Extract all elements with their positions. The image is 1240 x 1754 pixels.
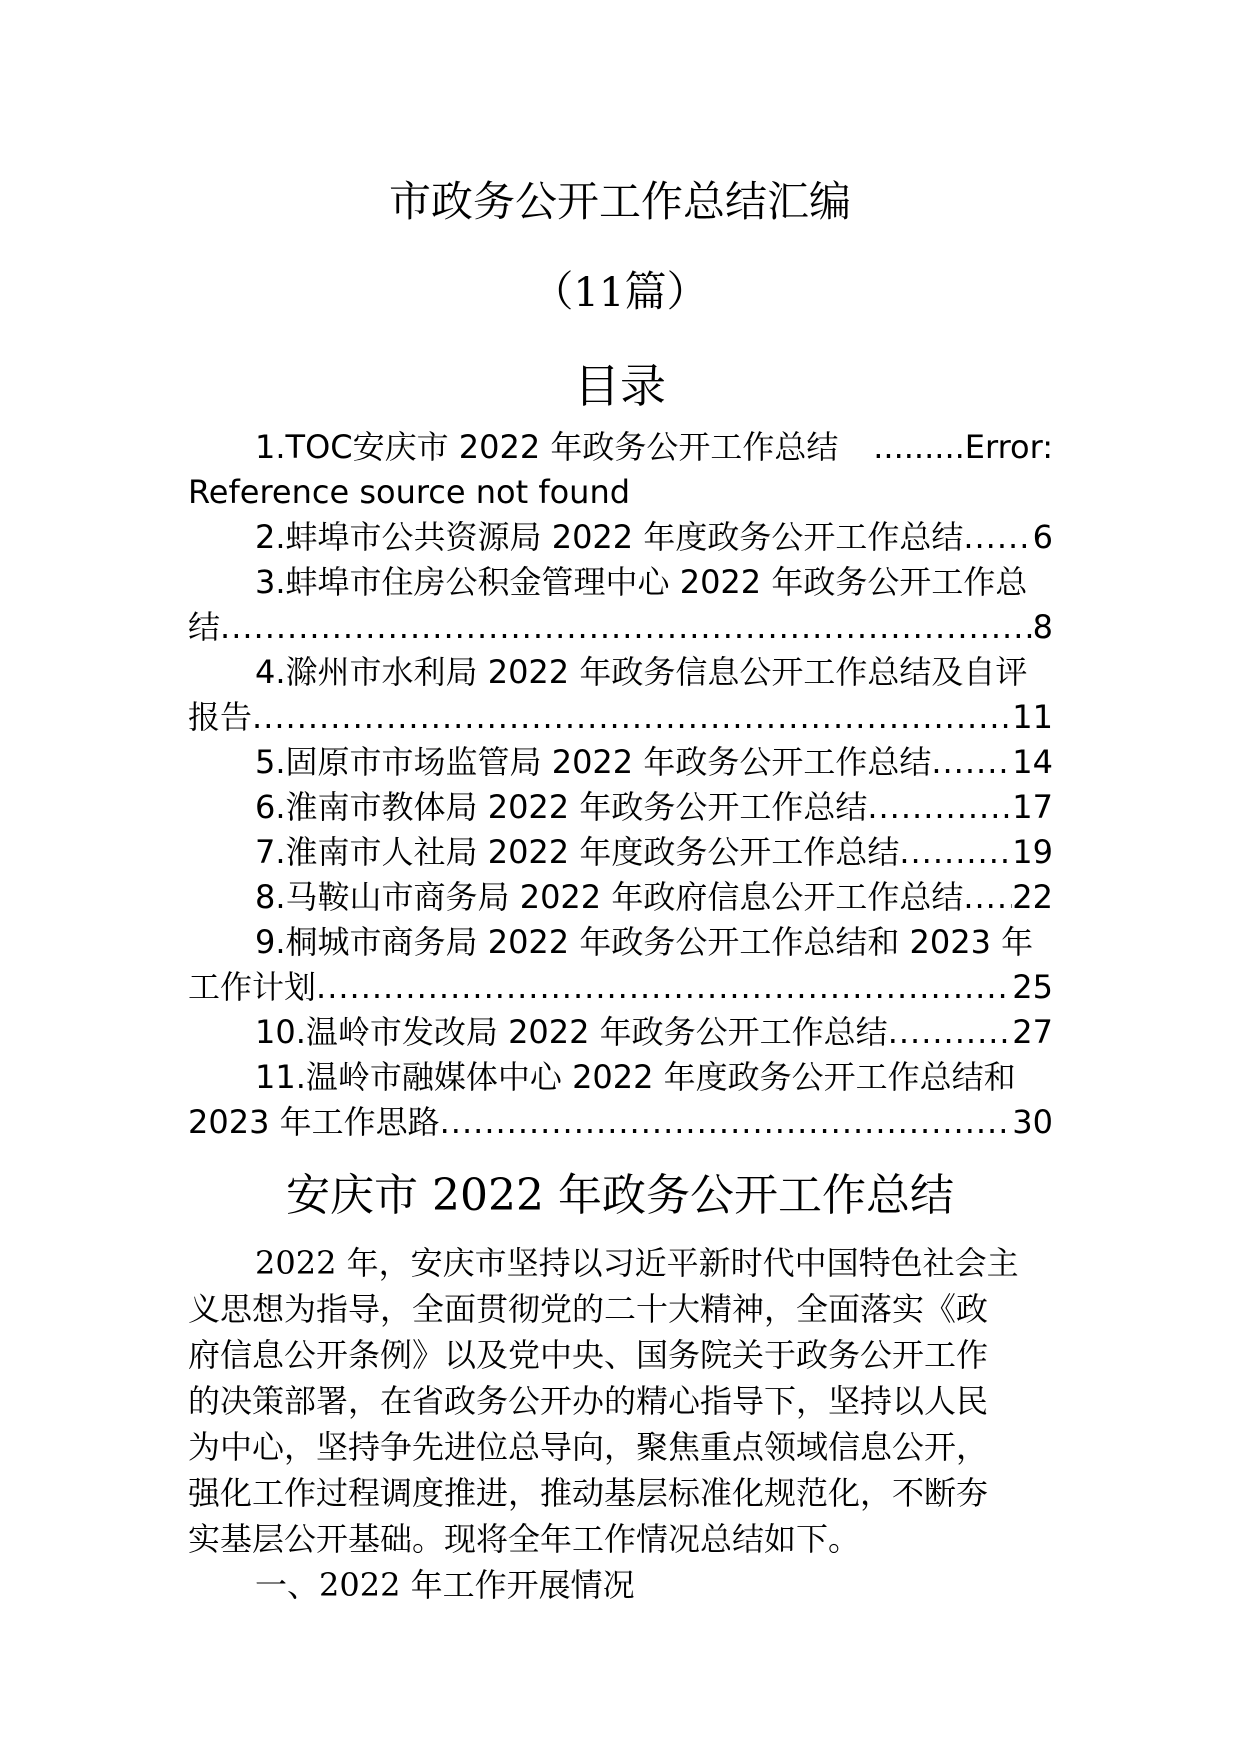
paragraph-line: 实基层公开基础。现将全年工作情况总结如下。 xyxy=(188,1520,861,1558)
paragraph-line: 府信息公开条例》以及党中央、国务院关于政务公开工作 xyxy=(188,1336,989,1374)
article-count-close: ） xyxy=(666,267,709,316)
toc-entry-page: 17 xyxy=(1012,788,1053,826)
toc-entry-page: 6 xyxy=(1032,518,1053,556)
paragraph-year: 2022 xyxy=(255,1244,337,1282)
table-of-contents xyxy=(188,425,1053,1145)
toc-entry-6[interactable] xyxy=(188,785,1053,830)
paragraph-text: 年，安庆市坚持以习近平新时代中国特色社会主 xyxy=(336,1244,1019,1282)
toc-dot-leader xyxy=(963,875,1012,920)
article-count-unit: 篇 xyxy=(624,267,667,316)
section-title-year: 2022 xyxy=(432,1170,544,1221)
toc-entry-title-continued: 结 xyxy=(188,608,221,646)
toc-entry-title: 1.TOC安庆市 2022 年政务公开工作总结 xyxy=(255,428,839,466)
toc-entry-9-continued[interactable] xyxy=(188,965,1053,1010)
toc-entry-title: 3.蚌埠市住房公积金管理中心 2022 年政务公开工作总 xyxy=(255,563,1028,601)
article-count-open: （ xyxy=(531,267,574,316)
section-title-suffix: 年政务公开工作总结 xyxy=(543,1170,954,1221)
paragraph-line: 为中心，坚持争先进位总导向，聚焦重点领域信息公开， xyxy=(188,1428,989,1466)
toc-entry-title: 5.固原市市场监管局 2022 年政务公开工作总结 xyxy=(255,743,932,781)
subheading-prefix: 一、 xyxy=(255,1566,320,1604)
toc-entry-8[interactable] xyxy=(188,875,1053,920)
toc-entry-title-continued: 工作计划 xyxy=(188,968,317,1006)
toc-entry-title-continued: 2023 年工作思路 xyxy=(188,1103,440,1141)
toc-dot-leader xyxy=(440,1100,1013,1145)
toc-entry-title: 7.淮南市人社局 2022 年度政务公开工作总结 xyxy=(255,833,900,871)
toc-entry-10[interactable] xyxy=(188,1010,1053,1055)
toc-entry-title: 10.温岭市发改局 2022 年政务公开工作总结 xyxy=(255,1013,888,1051)
document-title: 市政务公开工作总结汇编 xyxy=(388,177,851,226)
toc-entry-title: 11.温岭市融媒体中心 2022 年度政务公开工作总结和 xyxy=(255,1058,1016,1096)
toc-entry-11-continued[interactable] xyxy=(188,1100,1053,1145)
paragraph-line: 的决策部署，在省政务公开办的精心指导下，坚持以人民 xyxy=(188,1382,989,1420)
toc-heading: 目录 xyxy=(574,359,666,413)
toc-dot-leader xyxy=(252,695,1012,740)
paragraph-line: 强化工作过程调度推进，推动基层标准化规范化，不断夯 xyxy=(188,1474,989,1512)
toc-entry-page: 11 xyxy=(1012,698,1053,736)
toc-dot-leader xyxy=(220,605,1033,650)
subheading-1 xyxy=(188,1562,1053,1608)
toc-dot-leader xyxy=(963,515,1032,560)
toc-entry-title-continued: 报告 xyxy=(188,698,253,736)
section-body xyxy=(188,1240,1053,1608)
toc-entry-1-continued[interactable] xyxy=(188,470,1053,515)
paragraph-line xyxy=(188,1240,1053,1286)
article-count xyxy=(0,262,1240,323)
toc-entry-4[interactable] xyxy=(188,650,1053,695)
toc-entry-4-continued[interactable] xyxy=(188,695,1053,740)
toc-entry-title-continued: Reference source not found xyxy=(188,473,631,511)
toc-entry-page: 30 xyxy=(1012,1103,1053,1141)
section-title-prefix: 安庆市 xyxy=(286,1170,432,1221)
toc-entry-page: 14 xyxy=(1012,743,1053,781)
subheading-year: 2022 xyxy=(319,1566,401,1604)
toc-entry-title: 9.桐城市商务局 2022 年政务公开工作总结和 2023 年 xyxy=(255,923,1034,961)
toc-dot-leader xyxy=(888,1010,1013,1055)
toc-entry-page: 25 xyxy=(1012,968,1053,1006)
toc-entry-page: 27 xyxy=(1012,1013,1053,1051)
paragraph-line: 义思想为指导，全面贯彻党的二十大精神，全面落实《政 xyxy=(188,1290,989,1328)
toc-entry-page: 22 xyxy=(1012,878,1053,916)
toc-dot-leader xyxy=(931,740,1012,785)
toc-entry-1[interactable] xyxy=(188,425,1053,470)
subheading-text: 年工作开展情况 xyxy=(400,1566,635,1604)
toc-dot-leader xyxy=(899,830,1012,875)
toc-entry-leader: ......... xyxy=(873,428,965,466)
toc-dot-leader xyxy=(316,965,1012,1010)
toc-entry-page: 19 xyxy=(1012,833,1053,871)
toc-entry-3[interactable] xyxy=(188,560,1053,605)
toc-entry-error: Error: xyxy=(964,428,1053,466)
toc-entry-title: 4.滁州市水利局 2022 年政务信息公开工作总结及自评 xyxy=(255,653,1028,691)
toc-entry-title: 2.蚌埠市公共资源局 2022 年度政务公开工作总结 xyxy=(255,518,964,556)
toc-entry-2[interactable] xyxy=(188,515,1053,560)
toc-entry-title: 8.马鞍山市商务局 2022 年政府信息公开工作总结 xyxy=(255,878,964,916)
article-count-number: 11 xyxy=(573,270,625,316)
toc-entry-3-continued[interactable] xyxy=(188,605,1053,650)
toc-entry-7[interactable] xyxy=(188,830,1053,875)
section-title xyxy=(0,1165,1240,1227)
toc-entry-5[interactable] xyxy=(188,740,1053,785)
toc-dot-leader xyxy=(867,785,1012,830)
toc-entry-9[interactable] xyxy=(188,920,1053,965)
toc-entry-page: 8 xyxy=(1032,608,1053,646)
toc-entry-title: 6.淮南市教体局 2022 年政务公开工作总结 xyxy=(255,788,868,826)
toc-entry-11[interactable] xyxy=(188,1055,1053,1100)
